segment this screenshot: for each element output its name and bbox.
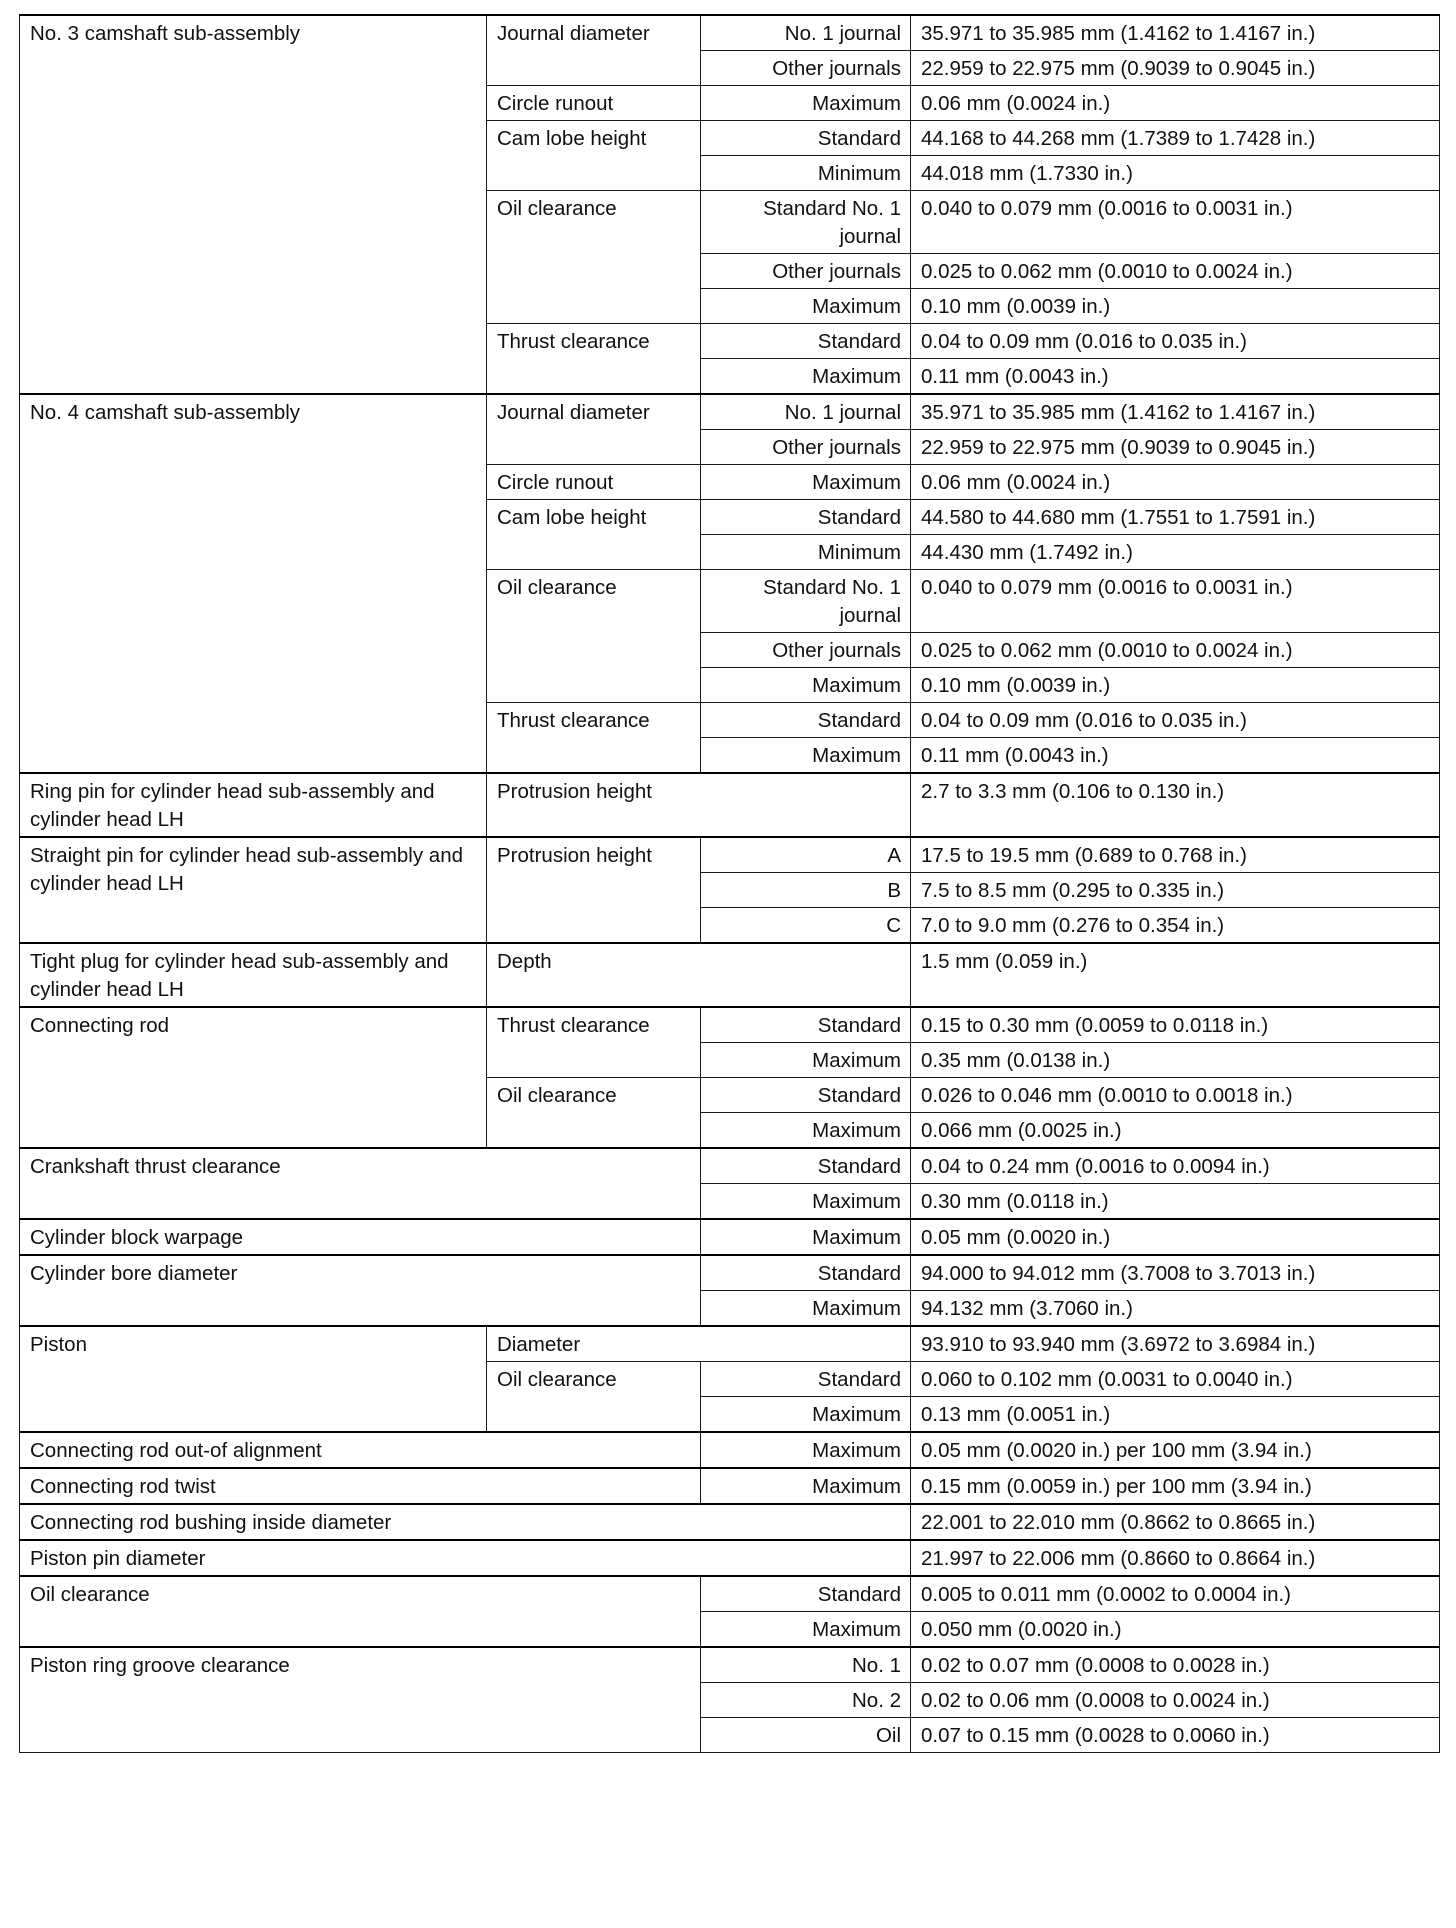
table-cell: Maximum [701, 1043, 911, 1078]
table-cell: Maximum [701, 86, 911, 121]
table-cell: Standard [701, 1148, 911, 1184]
table-cell: Maximum [701, 1184, 911, 1220]
table-cell: Thrust clearance [487, 324, 701, 395]
table-cell: 0.15 to 0.30 mm (0.0059 to 0.0118 in.) [911, 1007, 1440, 1043]
table-cell: Oil [701, 1718, 911, 1753]
table-cell: Oil clearance [487, 1078, 701, 1149]
table-row [20, 837, 1440, 873]
table-row [20, 1647, 1440, 1683]
table-cell: 44.430 mm (1.7492 in.) [911, 535, 1440, 570]
table-cell: Standard No. 1 journal [701, 191, 911, 254]
table-cell: Standard [701, 1576, 911, 1612]
table-row [20, 1504, 1440, 1540]
table-cell: Diameter [487, 1326, 911, 1362]
table-cell: 94.132 mm (3.7060 in.) [911, 1291, 1440, 1327]
table-cell: 22.001 to 22.010 mm (0.8662 to 0.8665 in.) [911, 1504, 1440, 1540]
table-cell: 44.580 to 44.680 mm (1.7551 to 1.7591 in.) [911, 500, 1440, 535]
table-cell: Straight pin for cylinder head sub-assembly and cylinder head LH [20, 837, 487, 943]
table-cell: Standard [701, 1007, 911, 1043]
table-cell: Journal diameter [487, 394, 701, 465]
table-cell: 0.025 to 0.062 mm (0.0010 to 0.0024 in.) [911, 633, 1440, 668]
table-cell: Maximum [701, 738, 911, 774]
table-cell: 0.066 mm (0.0025 in.) [911, 1113, 1440, 1149]
table-cell: No. 2 [701, 1683, 911, 1718]
table-cell: 0.050 mm (0.0020 in.) [911, 1612, 1440, 1648]
table-cell: Thrust clearance [487, 703, 701, 774]
table-cell: Connecting rod twist [20, 1468, 701, 1504]
table-cell: No. 3 camshaft sub-assembly [20, 15, 487, 394]
table-cell: 0.30 mm (0.0118 in.) [911, 1184, 1440, 1220]
table-cell: Journal diameter [487, 15, 701, 86]
table-cell: A [701, 837, 911, 873]
table-cell: Other journals [701, 430, 911, 465]
table-cell: Other journals [701, 633, 911, 668]
table-cell: Protrusion height [487, 837, 701, 943]
table-cell: 0.06 mm (0.0024 in.) [911, 86, 1440, 121]
table-cell: 0.005 to 0.011 mm (0.0002 to 0.0004 in.) [911, 1576, 1440, 1612]
table-cell: Minimum [701, 156, 911, 191]
table-cell: 0.10 mm (0.0039 in.) [911, 289, 1440, 324]
table-cell: Ring pin for cylinder head sub-assembly and cylinder head LH [20, 773, 487, 837]
table-cell: Standard [701, 1078, 911, 1113]
table-row [20, 1007, 1440, 1043]
table-cell: Maximum [701, 359, 911, 395]
table-cell: Maximum [701, 1468, 911, 1504]
table-cell: Standard [701, 500, 911, 535]
table-row [20, 1219, 1440, 1255]
table-cell: Maximum [701, 1432, 911, 1468]
table-cell: 0.07 to 0.15 mm (0.0028 to 0.0060 in.) [911, 1718, 1440, 1753]
table-cell: Other journals [701, 254, 911, 289]
table-cell: Standard [701, 703, 911, 738]
table-row [20, 394, 1440, 430]
table-cell: 0.040 to 0.079 mm (0.0016 to 0.0031 in.) [911, 570, 1440, 633]
table-cell: 0.02 to 0.06 mm (0.0008 to 0.0024 in.) [911, 1683, 1440, 1718]
table-cell: Connecting rod bushing inside diameter [20, 1504, 911, 1540]
table-row [20, 1540, 1440, 1576]
table-cell: Oil clearance [487, 191, 701, 324]
table-cell: 22.959 to 22.975 mm (0.9039 to 0.9045 in.) [911, 51, 1440, 86]
table-cell: Maximum [701, 1291, 911, 1327]
table-cell: Other journals [701, 51, 911, 86]
table-row [20, 1326, 1440, 1362]
table-cell: 22.959 to 22.975 mm (0.9039 to 0.9045 in.) [911, 430, 1440, 465]
table-cell: 35.971 to 35.985 mm (1.4162 to 1.4167 in.) [911, 15, 1440, 51]
table-cell: No. 1 journal [701, 15, 911, 51]
spec-sheet [19, 14, 1439, 1753]
table-cell: B [701, 873, 911, 908]
table-row [20, 1576, 1440, 1612]
table-cell: Standard No. 1 journal [701, 570, 911, 633]
table-cell: 0.026 to 0.046 mm (0.0010 to 0.0018 in.) [911, 1078, 1440, 1113]
table-cell: 2.7 to 3.3 mm (0.106 to 0.130 in.) [911, 773, 1440, 837]
table-cell: 0.025 to 0.062 mm (0.0010 to 0.0024 in.) [911, 254, 1440, 289]
table-cell: C [701, 908, 911, 944]
table-cell: Connecting rod [20, 1007, 487, 1148]
spec-table-body [20, 15, 1440, 1753]
table-cell: Maximum [701, 668, 911, 703]
table-cell: Standard [701, 1362, 911, 1397]
table-cell: 7.0 to 9.0 mm (0.276 to 0.354 in.) [911, 908, 1440, 944]
table-cell: Cylinder bore diameter [20, 1255, 701, 1326]
table-cell: Maximum [701, 1397, 911, 1433]
table-cell: No. 1 journal [701, 394, 911, 430]
table-cell: Depth [487, 943, 911, 1007]
table-cell: Piston ring groove clearance [20, 1647, 701, 1753]
table-row [20, 1468, 1440, 1504]
table-cell: Oil clearance [487, 570, 701, 703]
table-cell: Cam lobe height [487, 121, 701, 191]
table-cell: Standard [701, 1255, 911, 1291]
table-cell: Protrusion height [487, 773, 911, 837]
table-cell: Maximum [701, 1219, 911, 1255]
table-cell: 7.5 to 8.5 mm (0.295 to 0.335 in.) [911, 873, 1440, 908]
table-cell: 0.35 mm (0.0138 in.) [911, 1043, 1440, 1078]
table-row [20, 943, 1440, 1007]
table-cell: 44.018 mm (1.7330 in.) [911, 156, 1440, 191]
table-row [20, 1255, 1440, 1291]
table-cell: 0.040 to 0.079 mm (0.0016 to 0.0031 in.) [911, 191, 1440, 254]
table-cell: Crankshaft thrust clearance [20, 1148, 701, 1219]
table-cell: 44.168 to 44.268 mm (1.7389 to 1.7428 in.) [911, 121, 1440, 156]
table-cell: 0.05 mm (0.0020 in.) [911, 1219, 1440, 1255]
table-cell: Maximum [701, 465, 911, 500]
table-cell: 0.06 mm (0.0024 in.) [911, 465, 1440, 500]
table-cell: Maximum [701, 1113, 911, 1149]
table-cell: 0.060 to 0.102 mm (0.0031 to 0.0040 in.) [911, 1362, 1440, 1397]
table-cell: 1.5 mm (0.059 in.) [911, 943, 1440, 1007]
table-cell: Oil clearance [487, 1362, 701, 1433]
table-cell: 0.05 mm (0.0020 in.) per 100 mm (3.94 in.) [911, 1432, 1440, 1468]
table-cell: 0.11 mm (0.0043 in.) [911, 359, 1440, 395]
table-cell: Circle runout [487, 86, 701, 121]
table-cell: No. 1 [701, 1647, 911, 1683]
table-cell: 35.971 to 35.985 mm (1.4162 to 1.4167 in.) [911, 394, 1440, 430]
table-cell: 94.000 to 94.012 mm (3.7008 to 3.7013 in.) [911, 1255, 1440, 1291]
table-cell: 0.11 mm (0.0043 in.) [911, 738, 1440, 774]
table-cell: 21.997 to 22.006 mm (0.8660 to 0.8664 in.) [911, 1540, 1440, 1576]
table-cell: Piston [20, 1326, 487, 1432]
table-cell: 93.910 to 93.940 mm (3.6972 to 3.6984 in.) [911, 1326, 1440, 1362]
table-row [20, 1148, 1440, 1184]
table-cell: 0.10 mm (0.0039 in.) [911, 668, 1440, 703]
table-cell: No. 4 camshaft sub-assembly [20, 394, 487, 773]
table-cell: 0.04 to 0.09 mm (0.016 to 0.035 in.) [911, 324, 1440, 359]
table-cell: 0.04 to 0.09 mm (0.016 to 0.035 in.) [911, 703, 1440, 738]
table-cell: Tight plug for cylinder head sub-assembly and cylinder head LH [20, 943, 487, 1007]
table-cell: Cylinder block warpage [20, 1219, 701, 1255]
table-cell: Circle runout [487, 465, 701, 500]
table-cell: Cam lobe height [487, 500, 701, 570]
table-cell: 17.5 to 19.5 mm (0.689 to 0.768 in.) [911, 837, 1440, 873]
table-cell: 0.13 mm (0.0051 in.) [911, 1397, 1440, 1433]
specification-table [19, 14, 1440, 1753]
table-cell: Piston pin diameter [20, 1540, 911, 1576]
table-cell: Standard [701, 121, 911, 156]
table-cell: 0.15 mm (0.0059 in.) per 100 mm (3.94 in.) [911, 1468, 1440, 1504]
table-row [20, 773, 1440, 837]
table-cell: Standard [701, 324, 911, 359]
table-cell: Thrust clearance [487, 1007, 701, 1078]
table-cell: Minimum [701, 535, 911, 570]
table-cell: 0.02 to 0.07 mm (0.0008 to 0.0028 in.) [911, 1647, 1440, 1683]
table-cell: 0.04 to 0.24 mm (0.0016 to 0.0094 in.) [911, 1148, 1440, 1184]
table-cell: Oil clearance [20, 1576, 701, 1647]
table-row [20, 15, 1440, 51]
table-row [20, 1432, 1440, 1468]
table-cell: Maximum [701, 1612, 911, 1648]
table-cell: Maximum [701, 289, 911, 324]
table-cell: Connecting rod out-of alignment [20, 1432, 701, 1468]
